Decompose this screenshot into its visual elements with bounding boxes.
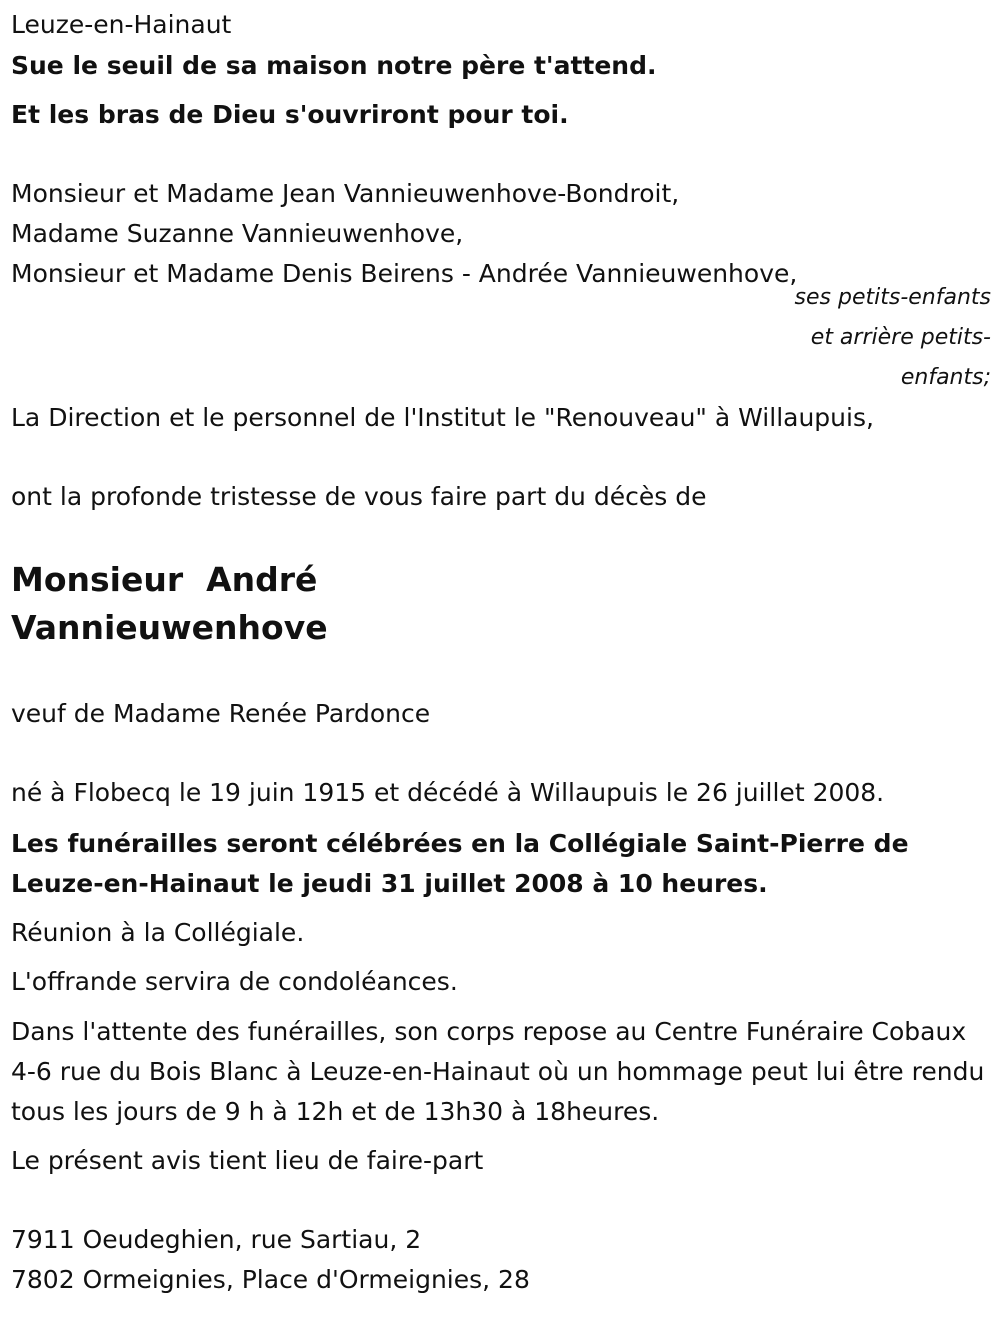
deceased-name-line-2: Vannieuwenhove — [11, 608, 328, 647]
grandchildren-line-1: ses petits-enfants — [794, 285, 991, 310]
offering-line: L'offrande servira de condoléances. — [11, 967, 458, 996]
place-heading: Leuze-en-Hainaut — [11, 10, 232, 39]
family-line-2: Madame Suzanne Vannieuwenhove, — [11, 219, 464, 248]
address-line-2: 7802 Ormeignies, Place d'Ormeignies, 28 — [11, 1265, 530, 1294]
widower-line: veuf de Madame Renée Pardonce — [11, 699, 431, 728]
grandchildren-line-3: enfants; — [900, 365, 991, 390]
grandchildren-line-2: et arrière petits- — [810, 325, 991, 350]
deceased-name-line-1: Monsieur André — [11, 560, 318, 599]
meeting-line: Réunion à la Collégiale. — [11, 918, 305, 947]
viewing-paragraph: Dans l'attente des funérailles, son corps repose au Centre Funéraire Cobaux 4-6 rue du Bois Blanc à Leuze-en-Hainaut où un hommage peut lui être rendu tous les jours de 9 h à 12h et de 13h30 à 18heures. — [11, 1017, 985, 1126]
announcement-line: ont la profonde tristesse de vous faire part du décès de — [11, 482, 707, 511]
family-line-1: Monsieur et Madame Jean Vannieuwenhove-Bondroit, — [11, 179, 680, 208]
address-line-1: 7911 Oeudeghien, rue Sartiau, 2 — [11, 1225, 422, 1254]
birth-death-line: né à Flobecq le 19 juin 1915 et décédé à Willaupuis le 26 juillet 2008. — [11, 778, 885, 807]
notice-line: Le présent avis tient lieu de faire-part — [11, 1146, 484, 1175]
institute-line: La Direction et le personnel de l'Institut le "Renouveau" à Willaupuis, — [11, 403, 874, 432]
funeral-paragraph: Les funérailles seront célébrées en la Collégiale Saint-Pierre de Leuze-en-Hainaut le jeudi 31 juillet 2008 à 10 heures. — [11, 829, 909, 898]
verse-line-1: Sue le seuil de sa maison notre père t'attend. — [11, 51, 657, 80]
family-line-3: Monsieur et Madame Denis Beirens - Andrée Vannieuwenhove, — [11, 259, 798, 288]
verse-line-2: Et les bras de Dieu s'ouvriront pour toi. — [11, 100, 569, 129]
